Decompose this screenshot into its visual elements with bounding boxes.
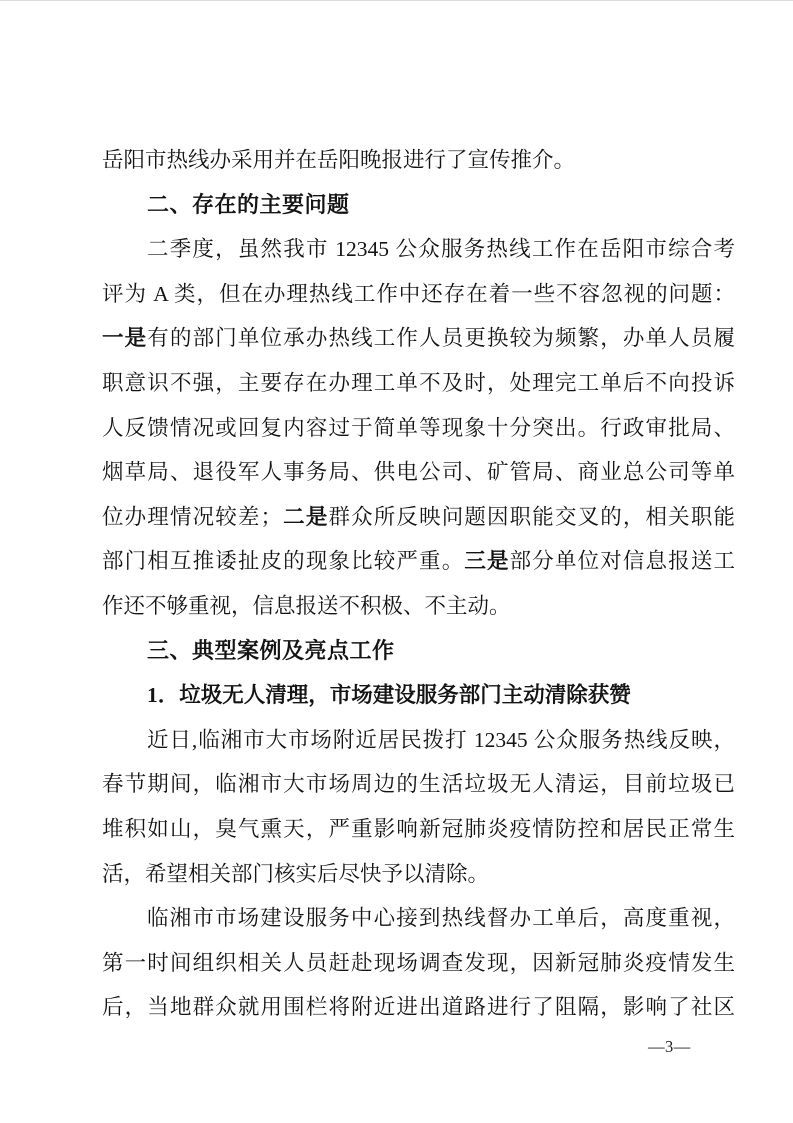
page-number: —3—	[648, 1037, 691, 1056]
emphasis-text: 1．垃圾无人清理，市场建设服务部门主动清除获赞	[147, 683, 631, 708]
paragraph-line	[102, 406, 735, 451]
paragraph-line	[102, 896, 735, 941]
section-heading	[102, 183, 735, 228]
text-segment: 第一时间组织相关人员赶赴现场调查发现，因新冠肺炎疫情发生	[102, 950, 735, 975]
text-segment: 作还不够重视，信息报送不积极、不主动。	[102, 593, 511, 618]
paragraph-line	[102, 762, 735, 807]
paragraph-line	[102, 807, 735, 852]
paragraph-line	[102, 718, 735, 763]
text-segment: 春节期间，临湘市大市场周边的生活垃圾无人清运，目前垃圾已	[102, 772, 735, 797]
emphasis-text: 二是	[282, 504, 329, 529]
text-segment: 活，希望相关部门核实后尽快予以清除。	[102, 861, 490, 886]
emphasis-text: 三、典型案例及亮点工作	[147, 637, 395, 663]
paragraph-line	[102, 138, 735, 183]
paragraph-line	[102, 450, 735, 495]
section-heading	[102, 629, 735, 674]
text-segment: 位办理情况较差；	[102, 504, 283, 529]
text-segment: 有的部门单位承办热线工作人员更换较为频繁，办单人员履	[147, 326, 735, 351]
emphasis-text: 三是	[464, 549, 510, 574]
paragraph-line	[102, 272, 735, 317]
text-segment: 岳阳市热线办采用并在岳阳晚报进行了宣传推介。	[102, 148, 576, 172]
text-segment: 群众所反映问题因职能交叉的，相关职能	[328, 504, 735, 529]
text-segment: 近日,临湘市大市场附近居民拨打 12345 公众服务热线反映，	[147, 727, 735, 752]
text-segment: 人反馈情况或回复内容过于简单等现象十分突出。行政审批局、	[102, 415, 735, 440]
paragraph-line	[102, 539, 735, 584]
text-segment: 部分单位对信息报送工	[509, 549, 735, 574]
emphasis-text: 一是	[102, 326, 148, 351]
paragraph-line	[102, 495, 735, 540]
paragraph-line	[102, 584, 735, 629]
emphasis-text: 二、存在的主要问题	[147, 191, 350, 217]
document-body	[102, 138, 735, 1030]
text-segment: 部门相互推诿扯皮的现象比较严重。	[102, 549, 465, 574]
paragraph-line	[102, 985, 735, 1030]
paragraph-line	[102, 316, 735, 361]
text-segment: 烟草局、退役军人事务局、供电公司、矿管局、商业总公司等单	[102, 460, 735, 485]
subsection-heading	[102, 673, 735, 718]
text-segment: 二季度，虽然我市 12345 公众服务热线工作在岳阳市综合考	[147, 237, 735, 262]
paragraph-line	[102, 852, 735, 897]
paragraph-line	[102, 361, 735, 406]
text-segment: 评为 A 类，但在办理热线工作中还存在着一些不容忽视的问题：	[102, 281, 735, 306]
text-segment: 临湘市市场建设服务中心接到热线督办工单后，高度重视，	[147, 906, 735, 931]
text-segment: 后，当地群众就用围栏将附近进出道路进行了阻隔，影响了社区	[102, 995, 735, 1020]
paragraph-line	[102, 227, 735, 272]
text-segment: 职意识不强，主要存在办理工单不及时，处理完工单后不向投诉	[102, 370, 735, 395]
paragraph-line	[102, 941, 735, 986]
text-segment: 堆积如山，臭气熏天，严重影响新冠肺炎疫情防控和居民正常生	[102, 816, 735, 841]
